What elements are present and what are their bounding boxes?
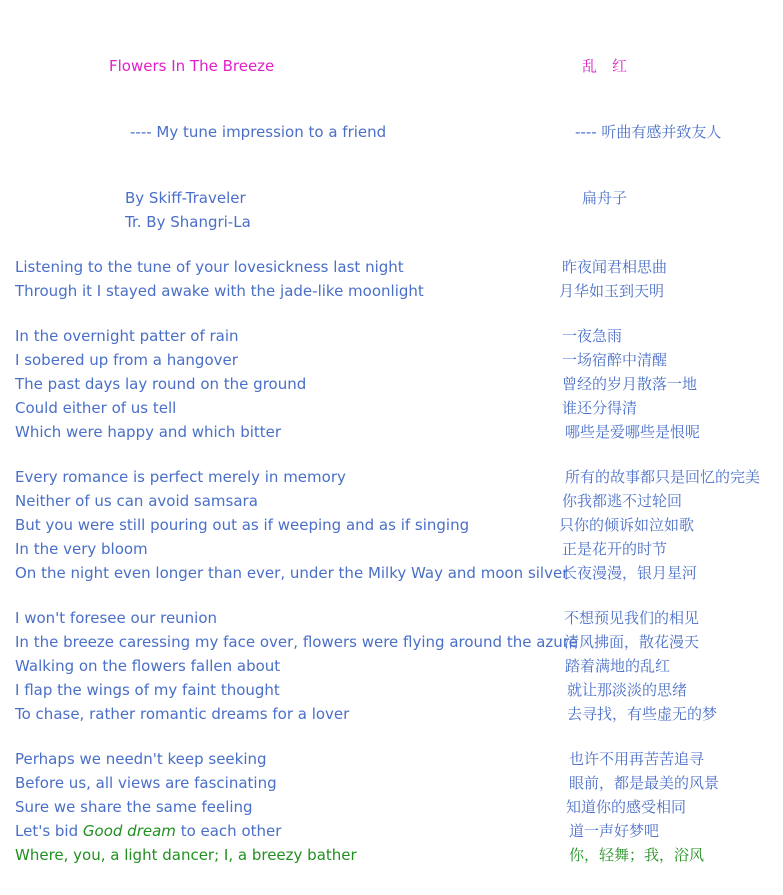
- line-zh: 只你的倾诉如泣如歌: [559, 516, 695, 534]
- line-en: Through it I stayed awake with the jade-like moonlight: [15, 282, 424, 300]
- line-zh: 月华如玉到天明: [559, 282, 665, 300]
- translator-en: Tr. By Shangri-La: [125, 213, 251, 231]
- line-en: In the breeze caressing my face over, flowers were flying around the azure: [15, 633, 578, 651]
- line-en: Walking on the flowers fallen about: [15, 657, 281, 675]
- line-en: I sobered up from a hangover: [15, 351, 238, 369]
- line-en: Could either of us tell: [15, 399, 177, 417]
- line-en: Sure we share the same feeling: [15, 798, 253, 816]
- line-en: Perhaps we needn't keep seeking: [15, 750, 267, 768]
- line-en: In the overnight patter of rain: [15, 327, 239, 345]
- final-line-zh: 你，轻舞；我，浴风: [569, 846, 705, 864]
- line-en: Listening to the tune of your lovesickness last night: [15, 258, 404, 276]
- poem-title-en: Flowers In The Breeze: [109, 57, 275, 75]
- line-zh: 就让那淡淡的思绪: [567, 681, 688, 699]
- line-en: In the very bloom: [15, 540, 148, 558]
- line-zh: 踏着满地的乱红: [565, 657, 671, 675]
- bid-post: to each other: [180, 822, 282, 840]
- line-zh-bid: 道一声好梦吧: [569, 822, 660, 840]
- line-zh: 长夜漫漫，银月星河: [562, 564, 698, 582]
- subtitle-zh: ---- 听曲有感并致友人: [575, 123, 722, 141]
- line-en: The past days lay round on the ground: [15, 375, 307, 393]
- line-en: Every romance is perfect merely in memory: [15, 468, 346, 486]
- line-zh: 所有的故事都只是回忆的完美: [565, 468, 761, 486]
- line-zh: 一夜急雨: [562, 327, 623, 345]
- good-dream-emphasis: Good dream: [82, 822, 176, 840]
- line-en: Which were happy and which bitter: [15, 423, 282, 441]
- line-en: To chase, rather romantic dreams for a lover: [15, 705, 350, 723]
- line-zh: 也许不用再苦苦追寻: [569, 750, 705, 768]
- line-en: Neither of us can avoid samsara: [15, 492, 258, 510]
- line-zh: 谁还分得清: [562, 399, 638, 417]
- line-zh: 一场宿醉中清醒: [562, 351, 668, 369]
- line-zh: 清风拂面，散花漫天: [564, 633, 700, 651]
- author-en: By Skiff-Traveler: [125, 189, 246, 207]
- poem-title-zh: 乱 红: [582, 57, 628, 75]
- line-zh: 哪些是爱哪些是恨呢: [565, 423, 701, 441]
- line-zh: 你我都逃不过轮回: [562, 492, 683, 510]
- line-zh: 知道你的感受相同: [566, 798, 687, 816]
- line-en: But you were still pouring out as if weeping and as if singing: [15, 516, 470, 534]
- line-zh: 不想预见我们的相见: [564, 609, 700, 627]
- line-en: I won't foresee our reunion: [15, 609, 218, 627]
- subtitle-en: ---- My tune impression to a friend: [130, 123, 387, 141]
- line-en-bid: [15, 822, 281, 840]
- line-zh: 眼前，都是最美的风景: [569, 774, 720, 792]
- author-zh: 扁舟子: [582, 189, 628, 207]
- line-en: On the night even longer than ever, under the Milky Way and moon silver: [15, 564, 569, 582]
- line-zh: 昨夜闻君相思曲: [562, 258, 668, 276]
- line-zh: 去寻找，有些虚无的梦: [567, 705, 718, 723]
- final-line-en: Where, you, a light dancer; I, a breezy bather: [15, 846, 357, 864]
- line-en: Before us, all views are fascinating: [15, 774, 277, 792]
- line-zh: 曾经的岁月散落一地: [562, 375, 698, 393]
- line-zh: 正是花开的时节: [562, 540, 668, 558]
- line-en: I flap the wings of my faint thought: [15, 681, 280, 699]
- bid-pre: Let's bid: [15, 822, 79, 840]
